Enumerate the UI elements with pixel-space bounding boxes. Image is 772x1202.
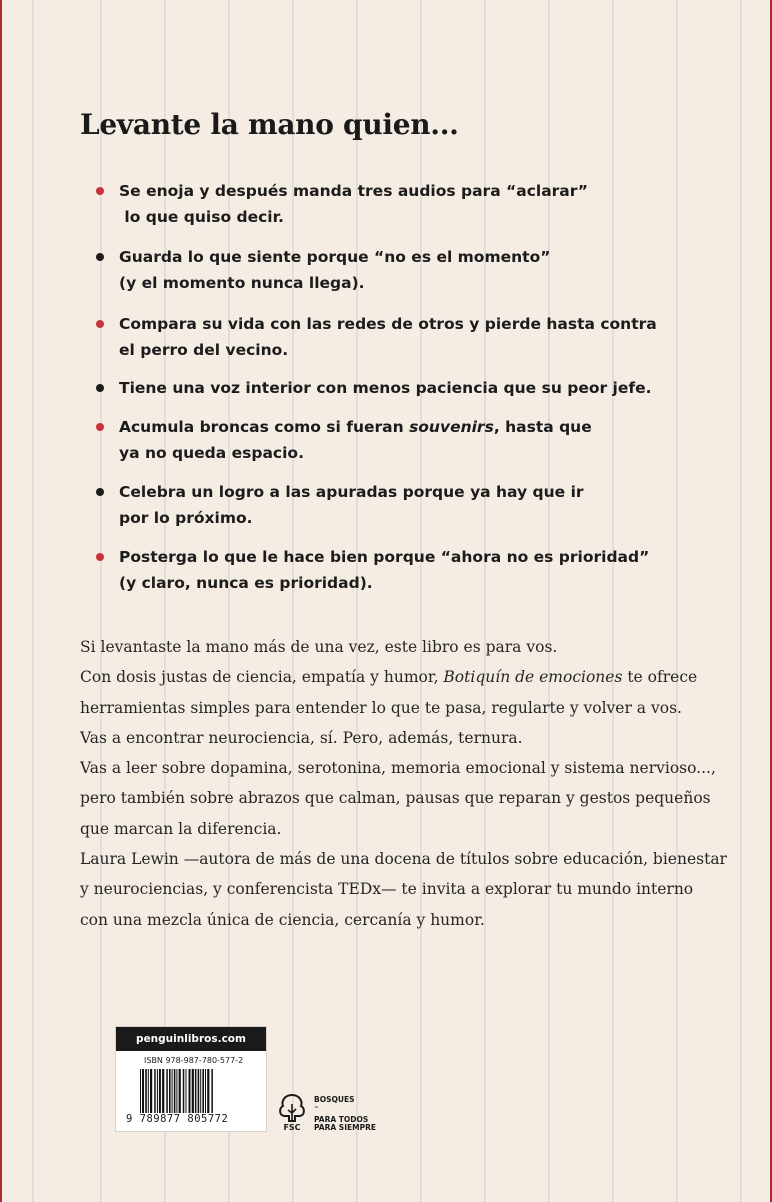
fsc-slogan	[314, 1096, 376, 1133]
synopsis	[80, 632, 727, 935]
bullet-text-line: ya no queda espacio.	[119, 444, 304, 462]
bullet-text-part: , hasta que	[493, 418, 592, 436]
bullet-item	[94, 244, 654, 296]
barcode-bar	[166, 1069, 168, 1113]
bullet-text-line: (y el momento nunca llega).	[119, 274, 365, 292]
bullet-text-line: Compara su vida con las redes de otros y pierde hasta contra	[119, 315, 657, 333]
fsc-slogan-word: BOSQUES	[314, 1095, 355, 1104]
barcode-bar	[198, 1069, 200, 1113]
bullet-dot-black	[96, 384, 104, 392]
bullet-dot-red	[96, 320, 104, 328]
bullet-text-line: Tiene una voz interior con menos paciencia que su peor jefe.	[119, 379, 652, 397]
fsc-slogan-line	[314, 1096, 376, 1116]
bullet-item	[94, 311, 657, 363]
bullet-text-line: Posterga lo que le hace bien porque “ahora no es prioridad”	[119, 548, 650, 566]
bullet-list	[94, 178, 657, 596]
book-title-italic: Botiquín de emociones	[443, 668, 623, 687]
barcode-bar	[169, 1069, 171, 1113]
bullet-text-line	[119, 414, 654, 440]
synopsis-line: Si levantaste la mano más de una vez, este libro es para vos.	[80, 638, 558, 656]
bullet-item	[94, 479, 654, 531]
barcode-bar	[159, 1069, 161, 1113]
bullet-dot-red	[96, 187, 104, 195]
publisher-website: penguinlibros.com	[116, 1027, 266, 1051]
bullet-text-line: lo que quiso decir.	[119, 208, 284, 226]
synopsis-line: pero también sobre abrazos que calman, pausas que reparan y gestos pequeños	[80, 789, 711, 808]
bullet-text-line: Se enoja y después manda tres audios para “aclarar”	[119, 182, 588, 200]
barcode-bar	[205, 1069, 206, 1113]
synopsis-line: y neurociencias, y conferencista TEDx— te invita a explorar tu mundo interno	[80, 880, 694, 899]
bullet-dot-black	[96, 488, 104, 496]
barcode-bar	[186, 1069, 187, 1113]
barcode-bar	[150, 1069, 152, 1113]
bullet-text-line: (y claro, nunca es prioridad).	[119, 574, 373, 592]
barcode-bar	[183, 1069, 185, 1113]
bullet-text-line: por lo próximo.	[119, 509, 253, 527]
bullet-text-line: Guarda lo que siente porque “no es el momento”	[119, 248, 551, 266]
barcode-bar	[162, 1069, 164, 1113]
barcode-bar	[154, 1069, 156, 1113]
barcode-bar	[140, 1069, 141, 1113]
barcode-bar	[148, 1069, 149, 1113]
barcode-bar	[179, 1069, 181, 1113]
fsc-logo-text: FSC	[283, 1123, 301, 1132]
isbn-barcode-box	[115, 1026, 267, 1132]
barcode-bar	[207, 1069, 209, 1113]
barcode-bar	[174, 1069, 176, 1113]
trademark-symbol: ™	[314, 1105, 319, 1112]
barcode-bar	[172, 1069, 173, 1113]
synopsis-line	[80, 662, 720, 692]
bullet-text-part: Acumula broncas como si fueran	[119, 418, 410, 436]
bullet-item	[94, 375, 654, 401]
cover-edge-left	[0, 0, 2, 1202]
fsc-slogan-line: PARA TODOS	[314, 1114, 369, 1124]
synopsis-line: Laura Lewin —autora de más de una docena de títulos sobre educación, bienestar	[80, 850, 727, 869]
barcode-bar	[189, 1069, 191, 1113]
bullet-item	[94, 414, 654, 466]
bullet-dot-black	[96, 253, 104, 261]
barcode-bar	[176, 1069, 177, 1113]
bullet-text-line: Celebra un logro a las apuradas porque ya hay que ir	[119, 483, 584, 501]
fsc-logo	[276, 1092, 416, 1132]
fsc-tree-icon	[276, 1092, 308, 1132]
bullet-item	[94, 178, 654, 230]
synopsis-text-part: te ofrece	[622, 668, 698, 687]
barcode-bar	[195, 1069, 197, 1113]
synopsis-line: Vas a encontrar neurociencia, sí. Pero, además, ternura.	[80, 728, 523, 747]
bullet-text-italic: souvenirs	[409, 418, 494, 436]
barcode-bar	[192, 1069, 194, 1113]
bullet-item	[94, 544, 654, 596]
heading: Levante la mano quien...	[80, 108, 459, 141]
synopsis-line: que marcan la diferencia.	[80, 819, 282, 838]
isbn-digits: 9 789877 805772	[126, 1113, 229, 1125]
synopsis-text-part: Con dosis justas de ciencia, empatía y humor,	[80, 668, 444, 687]
bullet-text-line: el perro del vecino.	[119, 341, 289, 359]
isbn-label: ISBN 978-987-780-577-2	[144, 1056, 244, 1065]
bullet-dot-red	[96, 553, 104, 561]
barcode-bar	[202, 1069, 204, 1113]
synopsis-line: herramientas simples para entender lo que te pasa, regularte y volver a vos.	[80, 698, 682, 717]
bullet-dot-red	[96, 423, 104, 431]
barcode-bar	[145, 1069, 147, 1113]
barcode-bar	[142, 1069, 144, 1113]
barcode-bar	[157, 1069, 158, 1113]
barcode-icon	[140, 1069, 240, 1113]
fsc-slogan-line: PARA SIEMPRE	[314, 1123, 376, 1132]
synopsis-line: con una mezcla única de ciencia, cercanía y humor.	[80, 910, 485, 929]
synopsis-line: Vas a leer sobre dopamina, serotonina, memoria emocional y sistema nervioso...,	[80, 759, 716, 778]
barcode-bar	[211, 1069, 213, 1113]
barcode-bar	[200, 1069, 201, 1113]
